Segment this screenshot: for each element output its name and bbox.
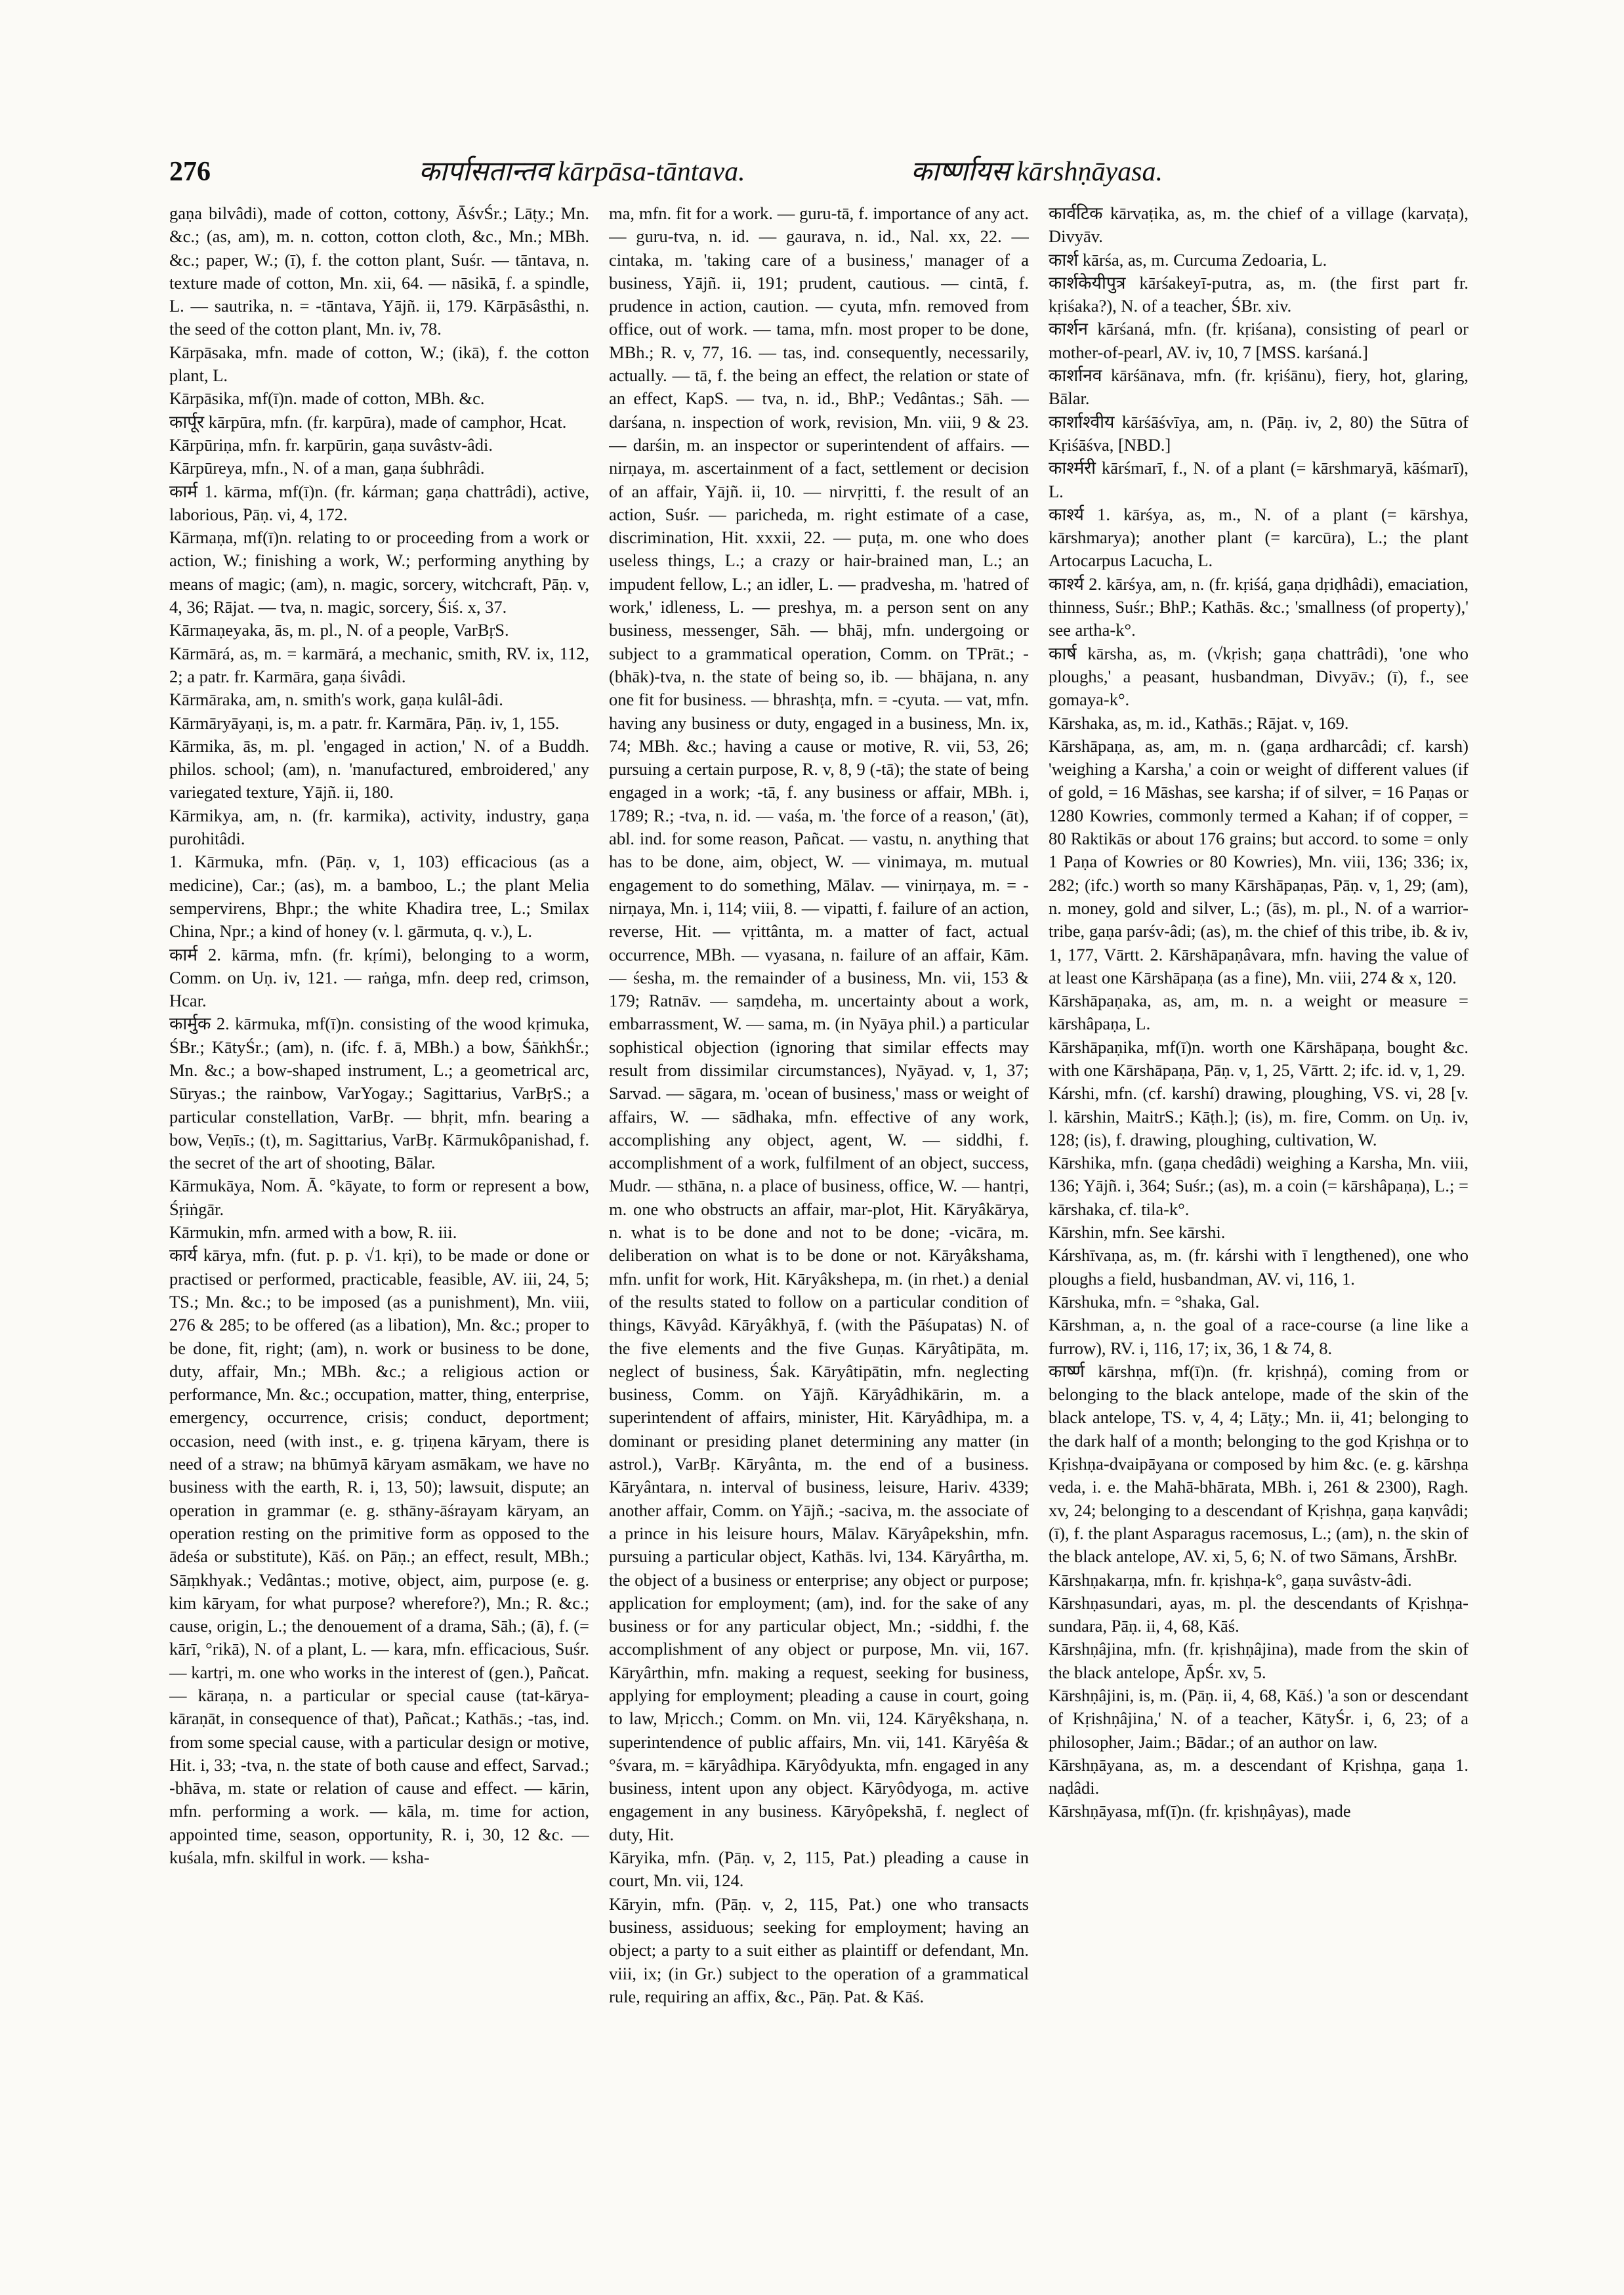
- dictionary-entry: Kārpāsika, mf(ī)n. made of cotton, MBh. &c.: [169, 388, 485, 409]
- middle-column: [609, 202, 1029, 2236]
- dictionary-entry: Kārshāpaṇa, as, am, m. n. (gaṇa ardharcâdi; cf. karsh) 'weighing a Karsha,' a coin or weight of different values (if of gold, = 16 Māshas, see karsha; if of silver, = 16 Paṇas or 1280 Kowries, commonly termed a Kahan; if of copper, = 80 Raktikās or about 176 grains; but accord. to some = only 1 Paṇa of Kowries or 80 Kowries), Mn. viii, 136; 336; ix, 282; (ifc.) worth so many Kārshāpaṇas, Pāṇ. v, 1, 29; (am), n. money, gold and silver, L.; (ās), m. pl., N. of a warrior-tribe, gaṇa parśv-âdi; (as), m. the chief of this tribe, ib. & iv, 1, 177, Vārtt. 2. Kārshāpaṇâvara, mfn. having the value of at least one Kārshāpaṇa (as a fine), Mn. viii, 274 & x, 120.: [1049, 735, 1468, 987]
- dictionary-entry: Kārshaka, as, m. id., Kathās.; Rājat. v, 169.: [1049, 713, 1349, 733]
- dictionary-entry: Kārmaṇeyaka, ās, m. pl., N. of a people, VarBṛS.: [169, 620, 509, 640]
- dictionary-entry: कार्शानव kārśānava, mfn. (fr. kṛiśānu), fiery, hot, glaring, Bālar.: [1049, 365, 1468, 409]
- dictionary-entry: कार्श्मरी kārśmarī, f., N. of a plant (= kārshmaryā, kāśmarī), L.: [1049, 458, 1468, 501]
- dictionary-entry: Kārshṇāyana, as, m. a descendant of Kṛishṇa, gaṇa 1. naḍâdi.: [1049, 1754, 1468, 1798]
- dictionary-entry: कार्य kārya, mfn. (fut. p. p. √1. kṛi), to be made or done or practised or performed, practicable, feasible, AV. iii, 24, 5; TS.; Mn. &c.; to be imposed (as a punishment), Mn. viii, 276 & 285; to be offered (as a libation), Mn. &c.; proper to be done, fit, right; (am), n. work or business to be done, duty, affair, Mn.; MBh. &c.; a religious action or performance, Mn. &c.; occupation, matter, thing, enterprise, emergency, occurrence, crisis; conduct, deportment; occasion, need (with inst., e. g. tṛiṇena kāryam, there is need of a straw; na bhūmyā kāryam asmākam, we have no business with the earth, R. i, 13, 50); lawsuit, dispute; an operation in grammar (e. g. sthāny-āśrayam kāryam, an operation resting on the primitive form as opposed to the ādeśa or substitute), Kāś. on Pāṇ.; an effect, result, MBh.; Sāṃkhyak.; Vedântas.; motive, object, aim, purpose (e. g. kim kāryam, for what purpose? wherefore?), Mn.; R. &c.; cause, origin, L.; the denouement of a drama, Sāh.; (ā), f. (= kārī, °rikā), N. of a plant, L. — kara, mfn. efficacious, Suśr. — kartṛi, m. one who works in the interest of (gen.), Pañcat. — kāraṇa, n. a particular or special cause (tat-kārya-kāraṇāt, in consequence of that), Pañcat.; Kathās.; -tas, ind. from some special cause, with a particular design or motive, Hit. i, 33; -tva, n. the state of both cause and effect, Sarvad.; -bhāva, m. state or relation of cause and effect. — kārin, mfn. performing a work. — kāla, m. time for action, appointed time, season, opportunity, R. i, 30, 12 &c. — kuśala, mfn. skilful in work. — ksha-: [169, 1245, 589, 1868]
- dictionary-entry: Kārmikya, am, n. (fr. karmika), activity, industry, gaṇa purohitâdi.: [169, 805, 589, 849]
- dictionary-entry: Kārshin, mfn. See kārshi.: [1049, 1222, 1226, 1243]
- dictionary-entry: gaṇa bilvâdi), made of cotton, cottony, ĀśvŚr.; Lāṭy.; Mn. &c.; (as, am), m. n. cotton, cotton cloth, &c., Mn.; MBh. &c.; paper, W.; (ī), f. the cotton plant, Suśr. — tāntava, n. texture made of cotton, Mn. xii, 64. — nāsikā, f. a spindle, L. — sautrika, n. = -tāntava, Yājñ. ii, 179. Kārpāsâsthi, n. the seed of the cotton plant, Mn. iv, 78.: [169, 203, 589, 339]
- dictionary-entry: Kārmaṇa, mf(ī)n. relating to or proceeding from a work or action, W.; finishing a work, W.; performing anything by means of magic; (am), n. magic, sorcery, witchcraft, Pāṇ. v, 4, 36; Rājat. — tva, n. magic, sorcery, Śiś. x, 37.: [169, 527, 589, 617]
- page-number: 276: [169, 157, 211, 187]
- dictionary-entry: कार्वटिक kārvaṭika, as, m. the chief of a village (karvaṭa), Divyāv.: [1049, 203, 1468, 247]
- dictionary-entry: Kárshi, mfn. (cf. karshí) drawing, ploughing, VS. vi, 28 [v. l. kārshin, MaitrS.; Kāṭh.]; (is), m. fire, Comm. on Uṇ. iv, 128; (is), f. drawing, ploughing, cultivation, W.: [1049, 1083, 1468, 1149]
- dictionary-entry: Kārmika, ās, m. pl. 'engaged in action,' N. of a Buddh. philos. school; (am), n. 'manufactured, embroidered,' any variegated texture, Yājñ. ii, 180.: [169, 735, 589, 802]
- dictionary-entry: Kāryin, mfn. (Pāṇ. v, 2, 115, Pat.) one who transacts business, assiduous; seeking for employment; having an object; a party to a suit either as plaintiff or defendant, Mn. viii, ix; (in Gr.) subject to the operation of a grammatical rule, requiring an affix, &c., Pāṇ. Pat. & Kāś.: [609, 1893, 1029, 2006]
- dictionary-entry: कार्श्य 1. kārśya, as, m., N. of a plant (= kārshya, kārshmarya); another plant (= karcūra), L.; the plant Artocarpus Lacucha, L.: [1049, 504, 1468, 571]
- dictionary-entry: Kārmāryāyaṇi, is, m. a patr. fr. Karmāra, Pāṇ. iv, 1, 155.: [169, 713, 560, 733]
- dictionary-entry: Kārshṇakarṇa, mfn. fr. kṛishṇa-k°, gaṇa suvâstv-âdi.: [1049, 1569, 1412, 1590]
- dictionary-entry: 1. Kārmuka, mfn. (Pāṇ. v, 1, 103) efficacious (as a medicine), Car.; (as), m. a bamboo, L.; the plant Melia sempervirens, Bhpr.; the white Khadira tree, L.; Smilax China, Npr.; a kind of honey (v. l. gārmuta, q. v.), L.: [169, 852, 589, 941]
- dictionary-entry: Kārshṇâjina, mfn. (fr. kṛishṇâjina), made from the skin of the black antelope, ĀpŚr. xv, 5.: [1049, 1639, 1468, 1682]
- left-column: [169, 202, 589, 2236]
- dictionary-entry: कार्म 2. kārma, mfn. (fr. kṛími), belonging to a worm, Comm. on Uṇ. iv, 121. — raṅga, mfn. deep red, crimson, Hcar.: [169, 944, 589, 1011]
- dictionary-entry: कार्शाश्वीय kārśāśvīya, am, n. (Pāṇ. iv, 2, 80) the Sūtra of Kṛiśāśva, [NBD.]: [1049, 411, 1468, 455]
- dictionary-entry: कार्शकेयीपुत्र kārśakeyī-putra, as, m. (the first part fr. kṛiśaka?), N. of a teacher, ŚBr. xiv.: [1049, 272, 1468, 316]
- dictionary-entry: कार्ष kārsha, as, m. (√kṛish; gaṇa chattrâdi), 'one who ploughs,' a peasant, husbandman, Divyāv.; (ī), f., see gomaya-k°.: [1049, 643, 1468, 710]
- dictionary-entry: कार्श kārśa, as, m. Curcuma Zedoaria, L.: [1049, 249, 1327, 270]
- dictionary-entry: कार्श्य 2. kārśya, am, n. (fr. kṛiśá, gaṇa dṛiḍhâdi), emaciation, thinness, Suśr.; BhP.; Kathās. &c.; 'smallness (of property),' see artha-k°.: [1049, 573, 1468, 640]
- dictionary-entry: ma, mfn. fit for a work. — guru-tā, f. importance of any act. — guru-tva, n. id. — gaurava, n. id., Nal. xx, 22. — cintaka, m. 'taking care of a business,' manager of a business, Yājñ. ii, 191; prudent, cautious. — cintā, f. prudence in action, caution. — cyuta, mfn. removed from office, out of work. — tama, mfn. most proper to be done, MBh.; R. v, 77, 16. — tas, ind. consequently, necessarily, actually. — tā, f. the being an effect, the relation or state of an effect, KapS. — tva, n. id., BhP.; Vedântas.; Sāh. — darśana, n. inspection of work, revision, Mn. viii, 9 & 23. — darśin, m. an inspector or superintendent of affairs. — nirṇaya, m. ascertainment of a fact, settlement or decision of an affair, Yājñ. ii, 10. — nirvṛitti, f. the result of an action, Suśr. — paricheda, m. right estimate of a case, discrimination, Hit. xxxii, 22. — puṭa, m. one who does useless things, L.; a crazy or hair-brained man, L.; an impudent fellow, L.; an idler, L. — pradvesha, m. 'hatred of work,' idleness, L. — preshya, m. a person sent on any business, messenger, Sāh. — bhāj, mfn. undergoing or subject to a grammatical operation, Comm. on TPrāt.; -(bhāk)-tva, n. the state of being so, ib. — bhājana, n. any one fit for business. — bhrashṭa, mfn. = -cyuta. — vat, mfn. having any business or duty, engaged in a business, Mn. ix, 74; MBh. &c.; having a cause or motive, R. vii, 53, 26; pursuing a certain purpose, R. v, 8, 9 (-tā); the state of being engaged in a work; -tā, f. any business or affair, MBh. i, 1789; R.; -tva, n. id. — vaśa, m. 'the force of a reason,' (āt), abl. ind. for some reason, Pañcat. — vastu, n. anything that has to be done, aim, object, W. — vinimaya, m. mutual engagement to do something, Mālav. — vinirṇaya, m. = -nirṇaya, Mn. i, 114; viii, 8. — vipatti, f. failure of an action, reverse, Hit. — vṛittânta, m. a matter of fact, actual occurrence, MBh. — vyasana, n. failure of an affair, Kām. — śesha, m. the remainder of a business, Mn. vii, 153 & 179; Ratnāv. — saṃdeha, m. uncertainty about a work, embarrassment, W. — sama, m. (in Nyāya phil.) a particular sophistical objection (ignoring that similar effects may result from dissimilar circumstances), Nyāyad. v, 1, 37; Sarvad. — sāgara, m. 'ocean of business,' mass or weight of affairs, W. — sādhaka, mfn. effective of any work, accomplishing any object, agent, W. — siddhi, f. accomplishment of a work, fulfilment of an object, success, Mudr. — sthāna, n. a place of business, office, W. — hantṛi, m. one who obstructs an affair, mar-plot, Hit. Kāryâkārya, n. what is to be done and not to be done; -vicāra, m. deliberation on what is to be done or not. Kāryâkshama, mfn. unfit for work, Hit. Kāryâkshepa, m. (in rhet.) a denial of the results stated to follow on a particular condition of things, Kāvyâd. Kāryâkhyā, f. (with the Pāśupatas) N. of the five elements and the five Guṇas. Kāryâtipāta, m. neglect of business, Śak. Kāryâtipātin, mfn. neglecting business, Comm. on Yājñ. Kāryâdhikārin, m. a superintendent of affairs, minister, Hit. Kāryâdhipa, m. a dominant or presiding planet determining any matter (in astrol.), VarBṛ. Kāryânta, m. the end of a business. Kāryântara, n. interval of business, leisure, Hariv. 4339; another affair, Comm. on Yājñ.; -saciva, m. the associate of a prince in his leisure hours, Mālav. Kāryâpekshin, mfn. pursuing a particular object, Kathās. lvi, 134. Kāryârtha, m. the object of a business or enterprise; any object or purpose; application for employment; (am), ind. for the sake of any business or for any particular object, Mn.; -siddhi, f. the accomplishment of any object or purpose, Mn. vii, 167. Kāryârthin, mfn. making a request, seeking for business, applying for employment; pleading a cause in court, going to law, Mṛicch.; Comm. on Mn. vii, 124. Kāryêkshaṇa, n. superintendence of public affairs, Mn. vii, 141. Kāryêśa & °śvara, m. = kāryâdhipa. Kāryôdyukta, mfn. engaged in any business, intent upon any object. Kāryôdyoga, m. active engagement in any business. Kāryôpekshā, f. neglect of duty, Hit.: [609, 203, 1029, 1844]
- dictionary-entry: Kārpūriṇa, mfn. fr. karpūrin, gaṇa suvâstv-âdi.: [169, 434, 493, 455]
- dictionary-entry: Kārshṇâjini, is, m. (Pāṇ. ii, 4, 68, Kāś.) 'a son or descendant of Kṛishṇâjina,' N. of a teacher, KātyŚr. i, 6, 23; of a philosopher, Jaim.; Bādar.; of an author on law.: [1049, 1685, 1468, 1752]
- dictionary-entry: Kárshīvaṇa, as, m. (fr. kárshi with ī lengthened), one who ploughs a field, husbandman, AV. vi, 116, 1.: [1049, 1245, 1468, 1289]
- dictionary-entry: Kārshāpaṇika, mf(ī)n. worth one Kārshāpaṇa, bought &c. with one Kārshāpaṇa, Pāṇ. v, 1, 25, Vārtt. 2; ifc. id. v, 1, 29.: [1049, 1037, 1468, 1080]
- dictionary-entry: Kārmāraka, am, n. smith's work, gaṇa kulâl-âdi.: [169, 690, 503, 710]
- dictionary-entry: Kārshuka, mfn. = °shaka, Gal.: [1049, 1291, 1260, 1312]
- header-left-headword: कार्पासतान्तव kārpāsa-tāntava.: [419, 157, 745, 187]
- dictionary-entry: Kāryika, mfn. (Pāṇ. v, 2, 115, Pat.) pleading a cause in court, Mn. vii, 124.: [609, 1848, 1029, 1891]
- dictionary-entry: कार्म 1. kārma, mf(ī)n. (fr. kárman; gaṇa chattrâdi), active, laborious, Pāṇ. vi, 4, 172.: [169, 481, 589, 524]
- dictionary-entry: कार्ष्ण kārshṇa, mf(ī)n. (fr. kṛishṇá), coming from or belonging to the black antelope, made of the skin of the black antelope, TS. v, 4, 4; Lāṭy.; Mn. ii, 41; belonging to the dark half of a month; belonging to the god Kṛishṇa or to Kṛishṇa-dvaipāyana or composed by him &c. (e. g. kārshṇa veda, i. e. the Mahā-bhārata, MBh. i, 261 & 2300), Ragh. xv, 24; belonging to a descendant of Kṛishṇa, gaṇa kaṇvâdi; (ī), f. the plant Asparagus racemosus, L.; (am), n. the skin of the black antelope, AV. xi, 5, 6; N. of two Sāmans, ĀrshBr.: [1049, 1361, 1468, 1567]
- header-right-headword: कार्ष्णायस kārshṇāyasa.: [911, 157, 1163, 187]
- dictionary-entry: Kārshāpaṇaka, as, am, m. n. a weight or measure = kārshâpaṇa, L.: [1049, 991, 1468, 1034]
- dictionary-entry: Kārpāsaka, mfn. made of cotton, W.; (ikā), f. the cotton plant, L.: [169, 342, 589, 386]
- dictionary-entry: Kārpūreya, mfn., N. of a man, gaṇa śubhrâdi.: [169, 458, 485, 478]
- dictionary-entry: Kārshṇasundari, ayas, m. pl. the descendants of Kṛishṇa-sundara, Pāṇ. ii, 4, 68, Kāś.: [1049, 1592, 1468, 1636]
- running-header: [169, 152, 1468, 192]
- dictionary-entry: कार्मुक 2. kārmuka, mf(ī)n. consisting of the wood kṛimuka, ŚBr.; KātyŚr.; (am), n. (ifc. f. ā, MBh.) a bow, ŚāṅkhŚr.; Mn. &c.; a bow-shaped instrument, L.; a geometrical arc, Sūryas.; the rainbow, VarYogay.; Sagittarius, VarBṛS.; a particular constellation, VarBṛ. — bhṛit, mfn. bearing a bow, Veṇīs.; (t), m. Sagittarius, VarBṛ. Kārmukôpanishad, f. the secret of the art of shooting, Bālar.: [169, 1014, 589, 1173]
- dictionary-entry: Kārmārá, as, m. = karmārá, a mechanic, smith, RV. ix, 112, 2; a patr. fr. Karmāra, gaṇa śivâdi.: [169, 643, 589, 686]
- dictionary-entry: कार्पूर kārpūra, mfn. (fr. karpūra), made of camphor, Hcat.: [169, 411, 567, 432]
- dictionary-entry: Kārshman, a, n. the goal of a race-course (a line like a furrow), RV. i, 116, 17; ix, 36, 1 & 74, 8.: [1049, 1315, 1468, 1358]
- dictionary-entry: Kārmukin, mfn. armed with a bow, R. iii.: [169, 1222, 457, 1243]
- dictionary-entry: Kārshṇāyasa, mf(ī)n. (fr. kṛishṇâyas), made: [1049, 1801, 1351, 1821]
- dictionary-entry: Kārmukāya, Nom. Ā. °kāyate, to form or represent a bow, Śṛiṅgār.: [169, 1176, 589, 1219]
- dictionary-entry: कार्शन kārśaná, mfn. (fr. kṛiśana), consisting of pearl or mother-of-pearl, AV. iv, 10, 7 [MSS. karśaná.]: [1049, 319, 1468, 362]
- dictionary-entry: Kārshika, mfn. (gaṇa chedâdi) weighing a Karsha, Mn. viii, 136; Yājñ. i, 364; Suśr.; (as), m. a coin (= kārshâpaṇa), L.; = kārshaka, cf. tila-k°.: [1049, 1153, 1468, 1219]
- right-column: [1049, 202, 1468, 2236]
